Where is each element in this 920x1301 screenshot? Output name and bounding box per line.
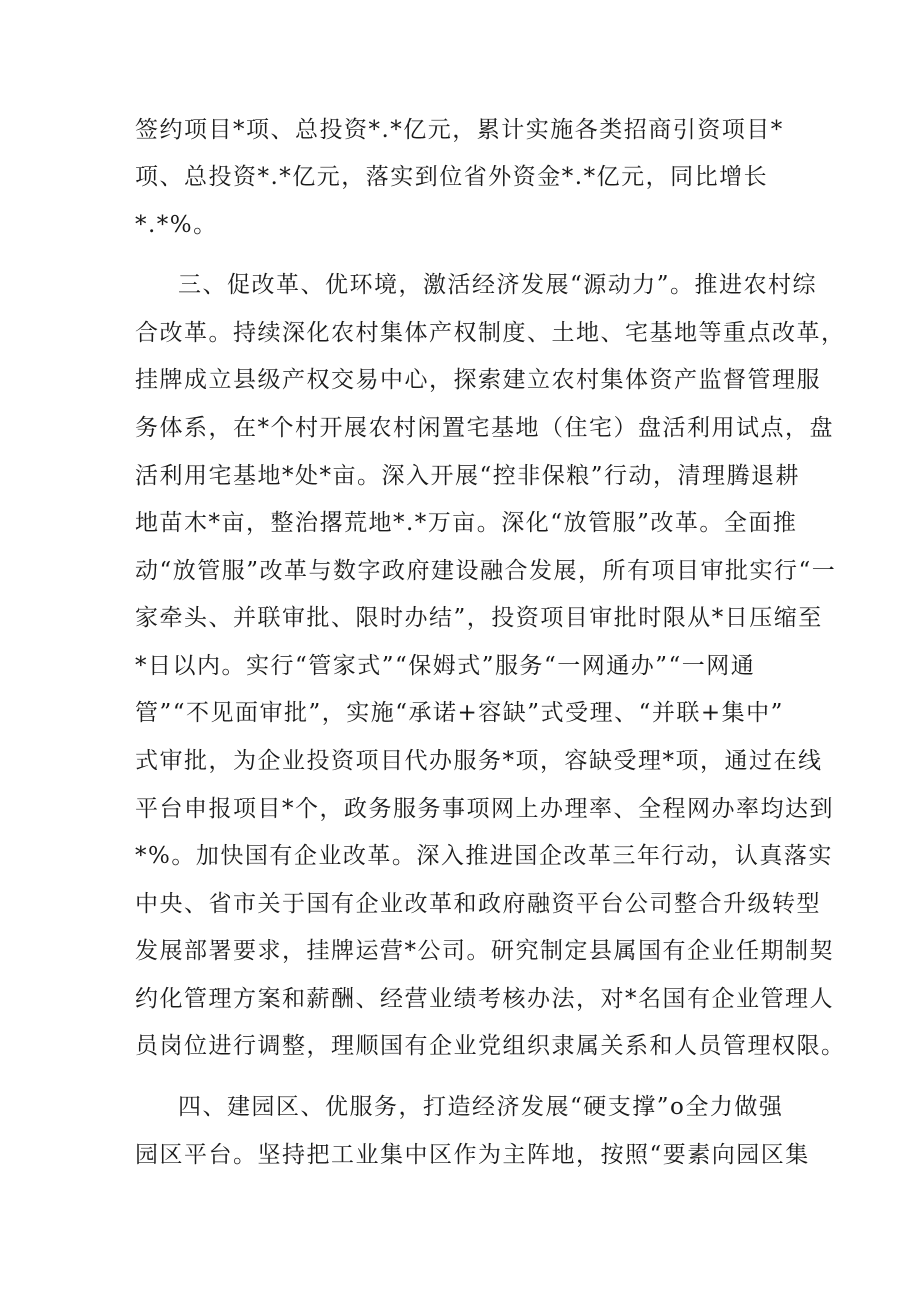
- text-line: 地苗木*亩，整治撂荒地*.*万亩。深化“放管服”改革。全面推: [135, 510, 798, 536]
- text-line: 中央、省市关于国有企业改革和政府融资平台公司整合升级转型: [135, 891, 821, 917]
- text-line: 动“放管服”改革与数字政府建设融合发展，所有项目审批实行“一: [135, 558, 837, 584]
- text-line: 合改革。持续深化农村集体产权制度、土地、宅基地等重点改革，: [135, 320, 846, 346]
- text-line: 挂牌成立县级产权交易中心，探索建立农村集体资产监督管理服: [135, 367, 821, 393]
- text-line: 式审批，为企业投资项目代办服务*项，容缺受理*项，通过在线: [135, 748, 823, 774]
- text-line: 发展部署要求，挂牌运营*公司。研究制定县属国有企业任期制契: [135, 938, 834, 964]
- paragraph-heading-line: 三、促改革、优环境，激活经济发展“源动力”。推进农村综: [178, 272, 818, 298]
- paragraph-heading-line: 四、建园区、优服务，打造经济发展“硬支撑”o全力做强: [178, 1094, 784, 1120]
- text-line: 平台申报项目*个，政务服务事项网上办理率、全程网办率均达到: [135, 796, 834, 822]
- text-line: 项、总投资*.*亿元，落实到位省外资金*.*亿元，同比增长: [135, 164, 769, 190]
- text-line: 园区平台。坚持把工业集中区作为主阵地，按照“要素向园区集: [135, 1142, 810, 1168]
- text-line: 员岗位进行调整，理顺国有企业党组织隶属关系和人员管理权限。: [135, 1033, 846, 1059]
- text-line: *.*%。: [135, 212, 218, 238]
- text-line: *日以内。实行“管家式”“保姆式”服务“一网通办”“一网通: [135, 653, 756, 679]
- text-line: 务体系，在*个村开展农村闲置宅基地（住宅）盘活利用试点，盘: [135, 415, 834, 441]
- text-line: 管”“不见面审批”，实施“承诺+容缺”式受理、“并联+集中”: [135, 700, 784, 726]
- text-line: 约化管理方案和薪酬、经营业绩考核办法，对*名国有企业管理人: [135, 986, 834, 1012]
- text-line: *%。加快国有企业改革。深入推进国企改革三年行动，认真落实: [135, 843, 833, 869]
- text-line: 家牵头、并联审批、限时办结”，投资项目审批时限从*日压缩至: [135, 605, 823, 631]
- text-line: 活利用宅基地*处*亩。深入开展“控非保粮”行动，清理腾退耕: [135, 463, 801, 489]
- text-line: 签约项目*项、总投资*.*亿元，累计实施各类招商引资项目*: [135, 117, 784, 143]
